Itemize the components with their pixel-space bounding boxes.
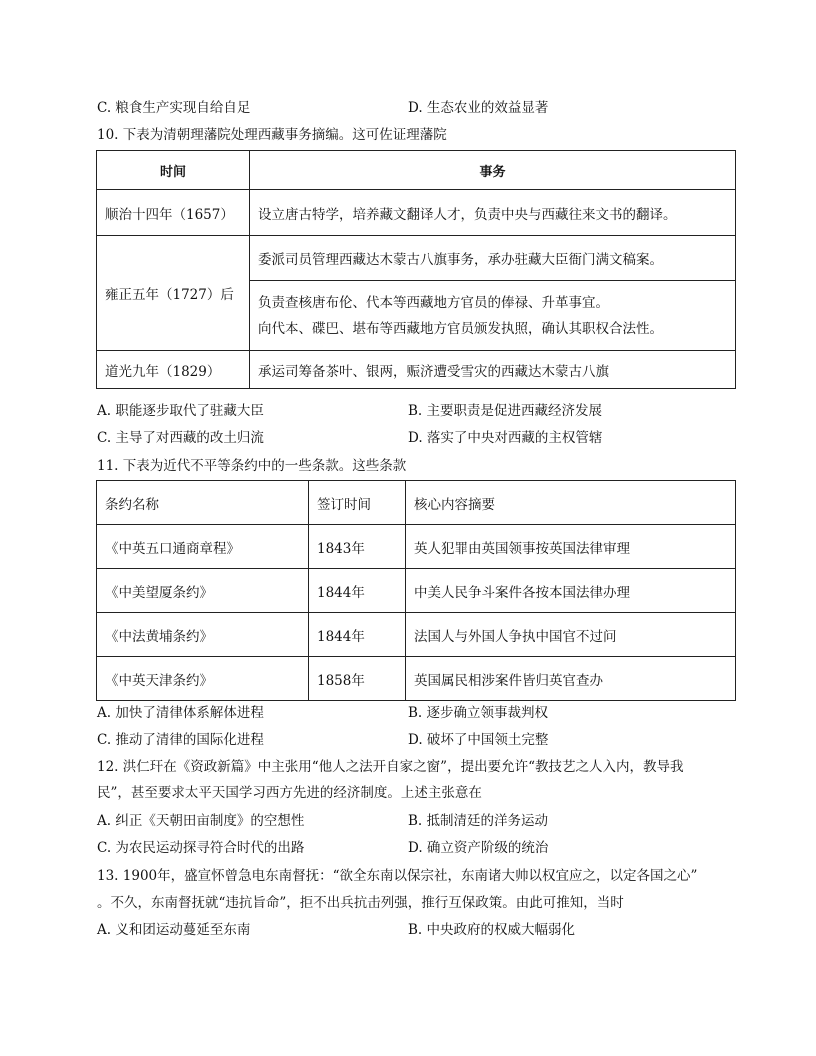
option-d: D. 落实了中央对西藏的主权管辖 [408, 430, 603, 446]
date-cell: 1843年 [309, 525, 406, 569]
option-a: A. 职能逐步取代了驻藏大臣 [97, 403, 264, 419]
option-d: D. 确立资产阶级的统治 [408, 840, 549, 856]
affairs-line: 向代本、碟巴、堪布等西藏地方官员颁发执照，确认其职权合法性。 [258, 320, 663, 337]
header-time: 时间 [97, 151, 250, 190]
option-b: B. 抵制清廷的洋务运动 [408, 813, 549, 829]
table-header-row [97, 481, 736, 525]
q11-table [96, 480, 736, 701]
header-affairs: 事务 [250, 151, 736, 190]
header-content: 核心内容摘要 [406, 481, 736, 525]
question-12-line-2: 民”，甚至要求太平天国学习西方先进的经济制度。上述主张意在 [97, 785, 482, 801]
table-row [97, 613, 736, 657]
table-row [97, 236, 736, 281]
header-treaty: 条约名称 [97, 481, 309, 525]
table-row [97, 190, 736, 236]
content-cell: 英人犯罪由英国领事按英国法律审理 [406, 525, 736, 569]
time-cell: 道光九年（1829） [97, 351, 250, 389]
question-13-line-2: 。不久，东南督抚就“违抗旨命”，拒不出兵抗击列强，推行互保政策。由此可推知，当时 [97, 895, 624, 911]
treaty-cell: 《中美望厦条约》 [97, 569, 309, 613]
affairs-cell [250, 281, 736, 351]
option-c: C. 为农民运动探寻符合时代的出路 [97, 840, 305, 856]
option-a: A. 加快了清律体系解体进程 [97, 705, 264, 721]
option-d: D. 生态农业的效益显著 [408, 100, 549, 116]
table-row [97, 525, 736, 569]
content-cell: 英国属民相涉案件皆归英官查办 [406, 657, 736, 701]
date-cell: 1858年 [309, 657, 406, 701]
q10-table [96, 150, 736, 389]
table-header-row [97, 151, 736, 190]
table-row [97, 569, 736, 613]
treaty-cell: 《中法黄埔条约》 [97, 613, 309, 657]
time-cell: 顺治十四年（1657） [97, 190, 250, 236]
affairs-cell: 委派司员管理西藏达木蒙古八旗事务，承办驻藏大臣衙门满文稿案。 [250, 236, 736, 281]
option-b: B. 中央政府的权威大幅弱化 [408, 922, 576, 938]
treaty-cell: 《中英五口通商章程》 [97, 525, 309, 569]
time-cell: 雍正五年（1727）后 [97, 236, 250, 351]
question-13-line-1: 13. 1900年，盛宣怀曾急电东南督抚：“欲全东南以保宗社，东南诸大帅以权宜应之，以定各国之心” [97, 868, 698, 884]
option-a: A. 义和团运动蔓延至东南 [97, 922, 251, 938]
table-row [97, 657, 736, 701]
question-12-line-1: 12. 洪仁玕在《资政新篇》中主张用“他人之法开自家之窗”，提出要允许“教技艺之人入内，教导我 [97, 759, 684, 775]
option-a: A. 纠正《天朝田亩制度》的空想性 [97, 813, 305, 829]
option-c: C. 粮食生产实现自给自足 [97, 100, 251, 116]
option-d: D. 破坏了中国领土完整 [408, 732, 549, 748]
header-date: 签订时间 [309, 481, 406, 525]
table-row [97, 351, 736, 389]
option-c: C. 推动了清律的国际化进程 [97, 732, 264, 748]
question-11-stem: 11. 下表为近代不平等条约中的一些条款。这些条款 [97, 458, 407, 474]
content-cell: 中美人民争斗案件各按本国法律办理 [406, 569, 736, 613]
affairs-line: 负责查核唐布伦、代本等西藏地方官员的俸禄、升革事宜。 [258, 294, 609, 311]
affairs-cell: 设立唐古特学，培养藏文翻译人才，负责中央与西藏往来文书的翻译。 [250, 190, 736, 236]
date-cell: 1844年 [309, 613, 406, 657]
affairs-cell: 承运司筹备茶叶、银两，赈济遭受雪灾的西藏达木蒙古八旗 [250, 351, 736, 389]
treaty-cell: 《中英天津条约》 [97, 657, 309, 701]
option-c: C. 主导了对西藏的改土归流 [97, 430, 264, 446]
option-b: B. 主要职责是促进西藏经济发展 [408, 403, 603, 419]
option-b: B. 逐步确立领事裁判权 [408, 705, 549, 721]
content-cell: 法国人与外国人争执中国官不过问 [406, 613, 736, 657]
question-10-stem: 10. 下表为清朝理藩院处理西藏事务摘编。这可佐证理藩院 [97, 127, 447, 143]
date-cell: 1844年 [309, 569, 406, 613]
